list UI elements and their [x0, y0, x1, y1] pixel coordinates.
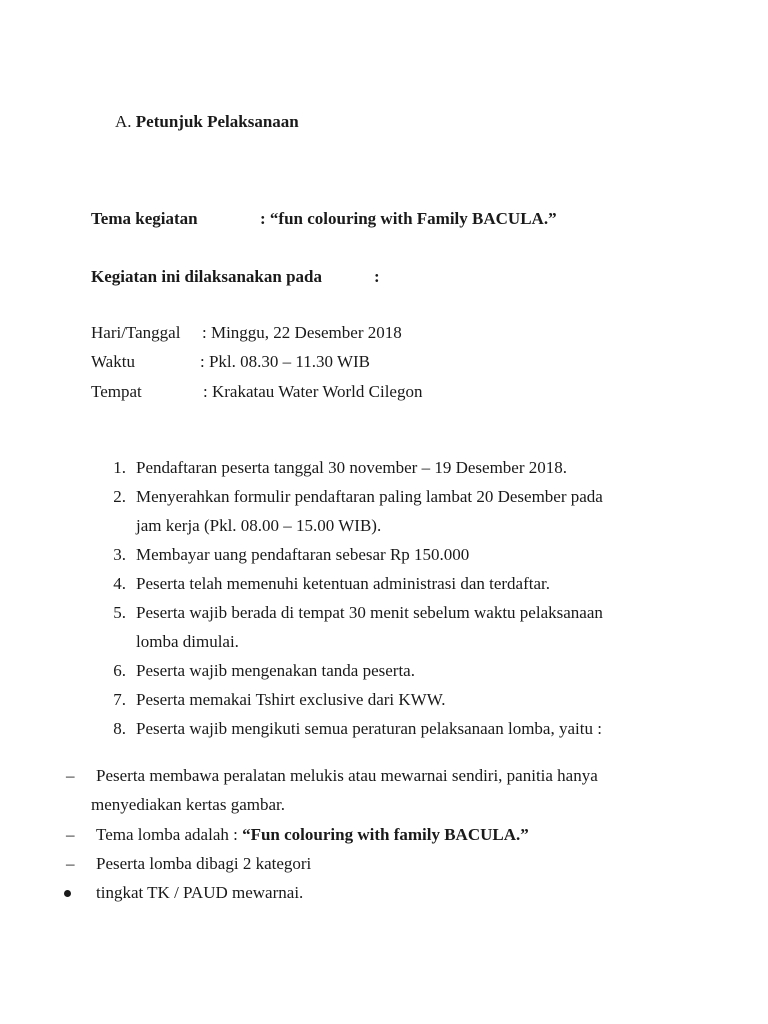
- held-on-colon: :: [374, 267, 380, 286]
- rule-text-continued: jam kerja (Pkl. 08.00 – 15.00 WIB).: [136, 516, 382, 535]
- detail-day-value: : Minggu, 22 Desember 2018: [202, 323, 402, 342]
- rule-number: 7.: [113, 690, 126, 709]
- detail-time-value: : Pkl. 08.30 – 11.30 WIB: [200, 352, 371, 371]
- dash-marker: –: [66, 766, 75, 785]
- section-letter: A.: [115, 112, 132, 131]
- sub-rule-theme-bold: “Fun colouring with family BACULA.”: [242, 825, 529, 844]
- detail-day-label: Hari/Tanggal: [91, 323, 181, 342]
- sub-rule-text: [96, 825, 529, 845]
- rule-number: 2.: [113, 487, 126, 506]
- bullet-item-text: tingkat TK / PAUD mewarnai.: [96, 883, 304, 902]
- rule-text: Peserta memakai Tshirt exclusive dari KWW.: [136, 690, 446, 709]
- detail-place-label: Tempat: [91, 382, 142, 401]
- theme-label: Tema kegiatan: [91, 209, 198, 228]
- rule-text-continued: lomba dimulai.: [136, 632, 239, 651]
- rule-number: 4.: [113, 574, 126, 593]
- dash-marker: –: [66, 854, 75, 873]
- rule-text: Peserta wajib mengenakan tanda peserta.: [136, 661, 415, 680]
- rule-number: 3.: [113, 545, 126, 564]
- sub-rule-text: Peserta membawa peralatan melukis atau mewarnai sendiri, panitia hanya: [96, 766, 598, 785]
- section-heading: [115, 112, 299, 132]
- detail-place-value: : Krakatau Water World Cilegon: [203, 382, 423, 401]
- rule-number: 6.: [113, 661, 126, 680]
- section-title: Petunjuk Pelaksanaan: [135, 112, 299, 131]
- rule-text: Peserta wajib berada di tempat 30 menit sebelum waktu pelaksanaan: [136, 603, 603, 622]
- dash-marker: –: [66, 825, 75, 844]
- rule-text: Pendaftaran peserta tanggal 30 november – 19 Desember 2018.: [136, 458, 567, 477]
- rule-text: Peserta telah memenuhi ketentuan administrasi dan terdaftar.: [136, 574, 550, 593]
- bullet-marker: [64, 890, 71, 897]
- theme-value: : “fun colouring with Family BACULA.”: [260, 209, 557, 228]
- detail-time-label: Waktu: [91, 352, 135, 371]
- sub-rule-text-continued: menyediakan kertas gambar.: [91, 795, 286, 814]
- held-on-label: Kegiatan ini dilaksanakan pada: [91, 267, 323, 286]
- sub-rule-text: Peserta lomba dibagi 2 kategori: [96, 854, 312, 873]
- sub-rule-prefix: Tema lomba adalah :: [96, 825, 243, 844]
- rule-text: Peserta wajib mengikuti semua peraturan pelaksanaan lomba, yaitu :: [136, 719, 602, 738]
- rule-number: 5.: [113, 603, 126, 622]
- rule-number: 1.: [113, 458, 126, 477]
- rule-text: Membayar uang pendaftaran sebesar Rp 150.000: [136, 545, 470, 564]
- rule-number: 8.: [113, 719, 126, 738]
- rule-text: Menyerahkan formulir pendaftaran paling lambat 20 Desember pada: [136, 487, 603, 506]
